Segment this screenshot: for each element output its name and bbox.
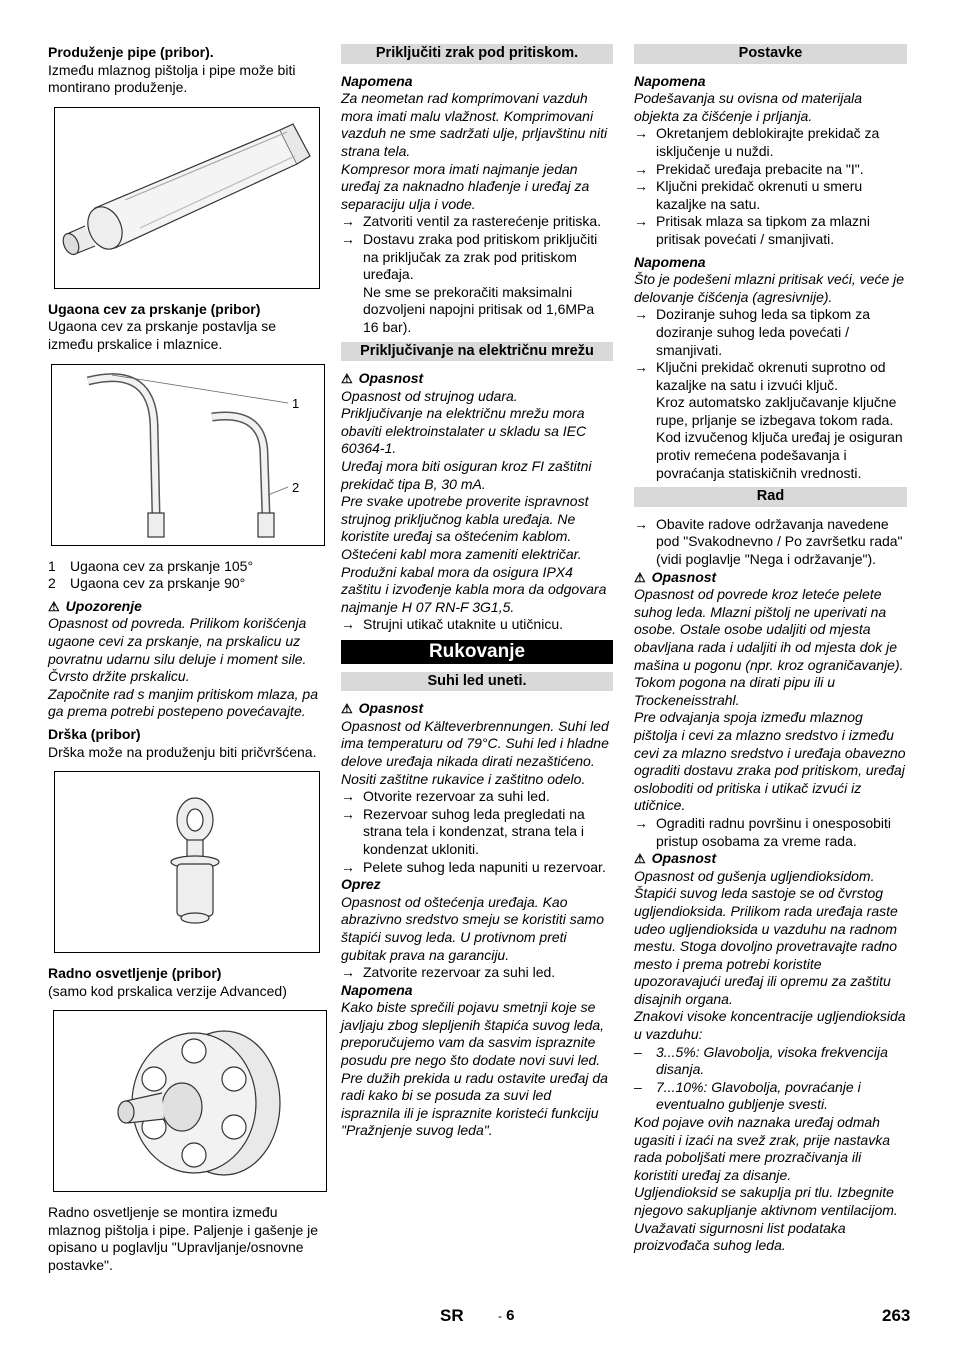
danger-text: Kod pojave ovih naznaka uređaj odmah ugasiti i izaći na svež zrak, prije nastavka rada poboljšati mere prozračivanja ili koristiti uređaj za disanje. bbox=[634, 1114, 890, 1183]
danger-text: Ugljendioksid se sakuplja pri tlu. Izbegnite njegovo sakupljanje aktivnom ventilacijom. Uvažavati sigurnosni list podataka proizvođača suhog leda. bbox=[634, 1184, 898, 1254]
step-item bbox=[634, 161, 907, 179]
warning-icon: ⚠ bbox=[48, 598, 60, 614]
step-text: Rezervoar suhog leda pregledati na strana tela i kondenzat, strana tela i kondenzat ukloniti. bbox=[363, 805, 585, 857]
step-item bbox=[341, 616, 613, 634]
step-subtext: Ne sme se prekoračiti maksimalni dozvoljeni napojni pritisak od 1,6MPa 16 bar). bbox=[363, 283, 595, 335]
step-text: Strujni utikač utaknite u utičnicu. bbox=[363, 616, 563, 633]
legend-item bbox=[48, 558, 320, 576]
step-subtext: Kroz automatsko zaključavanje ključne rupe, prljanje se izbegava tokom rada. Kod izvučenog ključa uređaj je osiguran protiv remećena podešavanja i povraćanja statiskičnih vrednosti. bbox=[656, 394, 903, 481]
note-title: Napomena bbox=[341, 981, 413, 998]
arrow-icon: → bbox=[341, 788, 355, 805]
note-text: Što je podešeni mlazni pritisak veći, veće je delovanje čišćenja (agresivnije). bbox=[634, 271, 905, 305]
note-title: Napomena bbox=[634, 253, 706, 270]
section-title: Rukovanje bbox=[341, 640, 613, 664]
danger-text: Opasnost od strujnog udara. bbox=[341, 387, 518, 404]
step-text: Ključni prekidač okrenuti u smeru kazaljke na satu. bbox=[656, 178, 863, 212]
extension-title: Produženje pipe (pribor). bbox=[48, 44, 214, 60]
legend-item bbox=[48, 575, 320, 593]
step-item bbox=[634, 815, 907, 850]
legend-number: 2 bbox=[48, 575, 56, 592]
electric-section-heading: Priključivanje na električnu mrežu bbox=[341, 342, 613, 362]
arrow-icon: → bbox=[634, 814, 648, 831]
footer-page bbox=[498, 1307, 515, 1326]
step-text: Ključni prekidač okrenuti suprotno od kazaljke na satu i izvući ključ. bbox=[656, 359, 886, 393]
arrow-icon: → bbox=[341, 858, 355, 875]
warning-icon: ⚠ bbox=[634, 851, 646, 867]
dash-icon: – bbox=[634, 1043, 642, 1060]
step-text: Pritisak mlaza sa tipkom za mlazni pritisak povećati / smanjivati. bbox=[656, 213, 870, 247]
step-text: Doziranje suhog leda sa tipkom za doziranje suhog leda povećati / smanjivati. bbox=[656, 306, 871, 358]
step-text: Zatvorite rezervoar za suhi led. bbox=[363, 964, 556, 981]
danger-title: Opasnost bbox=[651, 850, 717, 867]
step-item bbox=[341, 213, 613, 231]
handle-illustration bbox=[55, 772, 319, 952]
arrow-icon: → bbox=[634, 125, 648, 142]
danger-text: Uređaj mora biti osiguran kroz FI zaštitni prekidač tipa B, 30 mA. bbox=[341, 458, 592, 492]
danger-text: Tokom pogona na dirati pipu ili u Trockeneisstrahl. bbox=[634, 674, 836, 708]
note-text: Kompresor mora imati najmanje jedan uređaj za naknadno hlađenje i uređaj za separaciju ulja i vode. bbox=[341, 160, 590, 212]
step-text: Ograditi radnu površinu i onesposobiti pristup osobama za vreme rada. bbox=[656, 814, 892, 849]
danger-text: Priključivanje na električnu mrežu mora obaviti elektroinstalater u skladu sa IEC 60364-1. bbox=[341, 405, 587, 457]
extension-pipe-illustration bbox=[55, 108, 319, 288]
angle-pipe-figure bbox=[51, 364, 325, 546]
legend-text: Ugaona cev za prskanje 105° bbox=[70, 557, 254, 574]
arrow-icon: → bbox=[634, 359, 648, 376]
dry-ice-section-heading: Suhi led uneti. bbox=[341, 672, 613, 692]
warning-text: Opasnost od povreda. Prilikom korišćenja ugaone cevi za prskanje, na prskalicu uz povratnu udarnu silu deluje i moment sile. Čvrsto držite prskalicu. bbox=[48, 615, 307, 685]
step-item bbox=[341, 231, 613, 284]
arrow-icon: → bbox=[341, 213, 355, 230]
operation-section-heading: Rad bbox=[634, 487, 907, 507]
danger-text: Opasnost od Kälteverbrennungen. Suhi led ima temperaturu od 79°C. Suhi led i hladne delove uređaja nikada dirati nezaštićeno. Nositi zaštitne rukavice i zaštitno odelo. bbox=[341, 717, 609, 787]
caution-title: Oprez bbox=[341, 876, 381, 893]
danger-text: Pre odvajanja spoja između mlaznog pištolja i cevi za mlazno sredstvo i između cevi za mlazno sredstvo i uređaja obavezno ograditi dostavu zraka pod pritiskom, uređaj osloboditi od pritiska i utikač izvući iz utičnice. bbox=[634, 709, 906, 814]
angle-pipe-title: Ugaona cev za prskanje (pribor) bbox=[48, 300, 261, 317]
warning-icon: ⚠ bbox=[341, 371, 353, 387]
legend-text: Ugaona cev za prskanje 90° bbox=[70, 575, 246, 592]
step-text: Okretanjem deblokirajte prekidač za isključenje u nuždi. bbox=[656, 125, 880, 159]
callout-2: 2 bbox=[292, 479, 300, 495]
step-text: Pelete suhog leda napuniti u rezervoar. bbox=[363, 858, 606, 875]
step-text: Zatvoriti ventil za rasterećenje pritiska. bbox=[363, 213, 602, 230]
settings-section-heading: Postavke bbox=[634, 44, 907, 64]
footer-dash: - bbox=[498, 1309, 502, 1323]
step-item bbox=[634, 213, 907, 248]
legend-number: 1 bbox=[48, 557, 56, 574]
step-text: Obavite radove održavanja navedene pod "Svakodnevno / Po završetku rada" (vidi poglavlje "Nega i održavanje"). bbox=[656, 515, 903, 568]
danger-text: Opasnost od gušenja ugljendioksidom. Štapići suvog leda sastoje se od čvrstog ugljendioksida. Prilikom rada uređaja raste udeo ugljendioksida u vazduhu na radnom mestu. Stoga dovoljno provetravajte radno mesto i prema potrebi koristite upozoravajući uređaj ili opremu za zaštitu disajnih organa. bbox=[634, 867, 898, 1007]
angle-pipe-illustration bbox=[52, 365, 324, 545]
arrow-icon: → bbox=[341, 964, 355, 981]
step-item bbox=[634, 125, 907, 160]
danger-text: Produžni kabal mora da osigura IPX4 zaštitu i izvođenje kabla mora da odgovara najmanje H 07 RN-F 3G1,5. bbox=[341, 563, 607, 615]
step-item bbox=[634, 178, 907, 213]
handle-text: Drška može na produženju biti pričvršćena. bbox=[48, 743, 317, 760]
danger-heading bbox=[634, 569, 907, 587]
arrow-icon: → bbox=[341, 805, 355, 822]
arrow-icon: → bbox=[634, 306, 648, 323]
light-subtitle: (samo kod prskalica verzije Advanced) bbox=[48, 982, 287, 999]
arrow-icon: → bbox=[341, 616, 355, 633]
light-text: Radno osvetljenje se montira između mlaznog pištolja i pipe. Paljenje i gašenje je opisano u poglavlju "Upravljanje/osnovne postavke". bbox=[48, 1204, 319, 1274]
extension-text: Između mlaznog pištolja i pipe može biti montirano produženje. bbox=[48, 61, 296, 96]
danger-heading bbox=[341, 370, 613, 388]
extension-pipe-figure bbox=[54, 107, 320, 289]
dash-icon: – bbox=[634, 1078, 642, 1095]
note-title: Napomena bbox=[341, 72, 413, 89]
warning-title: Upozorenje bbox=[65, 597, 142, 614]
step-item bbox=[341, 964, 613, 982]
work-light-figure bbox=[53, 1010, 327, 1192]
step-item bbox=[341, 806, 613, 859]
note-text: Kako biste sprečili pojavu smetnji koje se javljaju zbog slepljenih štapića suvog leda, preporučujemo vam da sasvim ispraznite posudu pre nego što dodate novi suvi led. Pre dužih prekida u radu ostavite uređaj da radi kako bi se posuda za suvi led ispraznila ili je ispraznite koristeći funkciju "Pražnjenje suvog leda". bbox=[341, 999, 608, 1139]
angle-pipe-text: Ugaona cev za prskanje postavlja se između prskalice i mlaznice. bbox=[48, 318, 277, 352]
danger-heading bbox=[634, 850, 907, 868]
arrow-icon: → bbox=[634, 213, 648, 230]
danger-text: Pre svake upotrebe proverite ispravnost strujnog priključnog kabla uređaja. Ne koristite uređaj sa oštećenim kablom. Oštećeni kabl mora zameniti električar. bbox=[341, 493, 589, 563]
work-light-illustration bbox=[54, 1011, 326, 1191]
footer-page-number: 6 bbox=[506, 1307, 515, 1324]
arrow-icon: → bbox=[341, 230, 355, 247]
step-text: Prekidač uređaja prebacite na "I". bbox=[656, 160, 864, 177]
warning-heading bbox=[48, 598, 320, 616]
step-item bbox=[341, 859, 613, 877]
warning-icon: ⚠ bbox=[341, 701, 353, 717]
step-item bbox=[341, 788, 613, 806]
note-text: Podešavanja su ovisna od materijala objekta za čišćenje i prljanja. bbox=[634, 90, 863, 124]
column-middle bbox=[341, 44, 613, 1140]
handle-figure bbox=[54, 771, 320, 953]
note-title: Napomena bbox=[634, 72, 706, 89]
caution-text: Opasnost od oštećenja uređaja. Kao abrazivno sredstvo smeju se koristiti samo štapići suvog leda. U protivnom preti gubitak prava na garanciju. bbox=[341, 893, 604, 963]
danger-title: Opasnost bbox=[358, 370, 424, 387]
list-text: 3...5%: Glavobolja, visoka frekvencija disanja. bbox=[656, 1043, 888, 1078]
danger-title: Opasnost bbox=[651, 568, 717, 585]
footer-language: SR bbox=[440, 1306, 464, 1325]
note-text: Za neometan rad komprimovani vazduh mora imati malu vlažnost. Komprimovani vazduh ne sme sadržati ulje, prljavštinu niti strana tela. bbox=[341, 90, 608, 159]
step-item bbox=[634, 359, 907, 394]
step-item bbox=[634, 306, 907, 359]
arrow-icon: → bbox=[634, 178, 648, 195]
step-text: Otvorite rezervoar za suhi led. bbox=[363, 788, 550, 805]
warning-text: Započnite rad s manjim pritiskom mlaza, pa ga prema potrebi postepeno povećavajte. bbox=[48, 685, 318, 720]
step-text: Dostavu zraka pod pritiskom priključiti na priključak za zrak pod pritiskom uređaja. bbox=[363, 230, 598, 283]
air-section-heading: Priključiti zrak pod pritiskom. bbox=[341, 44, 613, 64]
arrow-icon: → bbox=[634, 515, 648, 532]
danger-heading bbox=[341, 700, 613, 718]
warning-icon: ⚠ bbox=[634, 569, 646, 585]
danger-text: Opasnost od povrede kroz leteće pelete suhog leda. Mlazni pištolj ne uperivati na osobe. Ostale osobe udaljiti od mjesta obavljana rada i udaljiti ih od mjesta dok je mašina u pogonu (npr. kroz ograničavanje). bbox=[634, 586, 904, 673]
list-item bbox=[634, 1044, 907, 1079]
handle-title: Drška (pribor) bbox=[48, 725, 141, 742]
danger-title: Opasnost bbox=[358, 700, 424, 717]
list-text: 7...10%: Glavobolja, povraćanje i eventualno gubljenje svesti. bbox=[656, 1078, 861, 1113]
light-title: Radno osvetljenje (pribor) bbox=[48, 965, 222, 982]
footer-page-total: 263 bbox=[882, 1306, 911, 1325]
danger-text: Znakovi visoke koncentracije ugljendioksida u vazduhu: bbox=[634, 1008, 906, 1043]
column-left bbox=[48, 44, 320, 1275]
list-item bbox=[634, 1079, 907, 1114]
arrow-icon: → bbox=[634, 160, 648, 177]
column-right bbox=[634, 44, 907, 1255]
callout-1: 1 bbox=[292, 395, 300, 411]
step-item bbox=[634, 516, 907, 569]
